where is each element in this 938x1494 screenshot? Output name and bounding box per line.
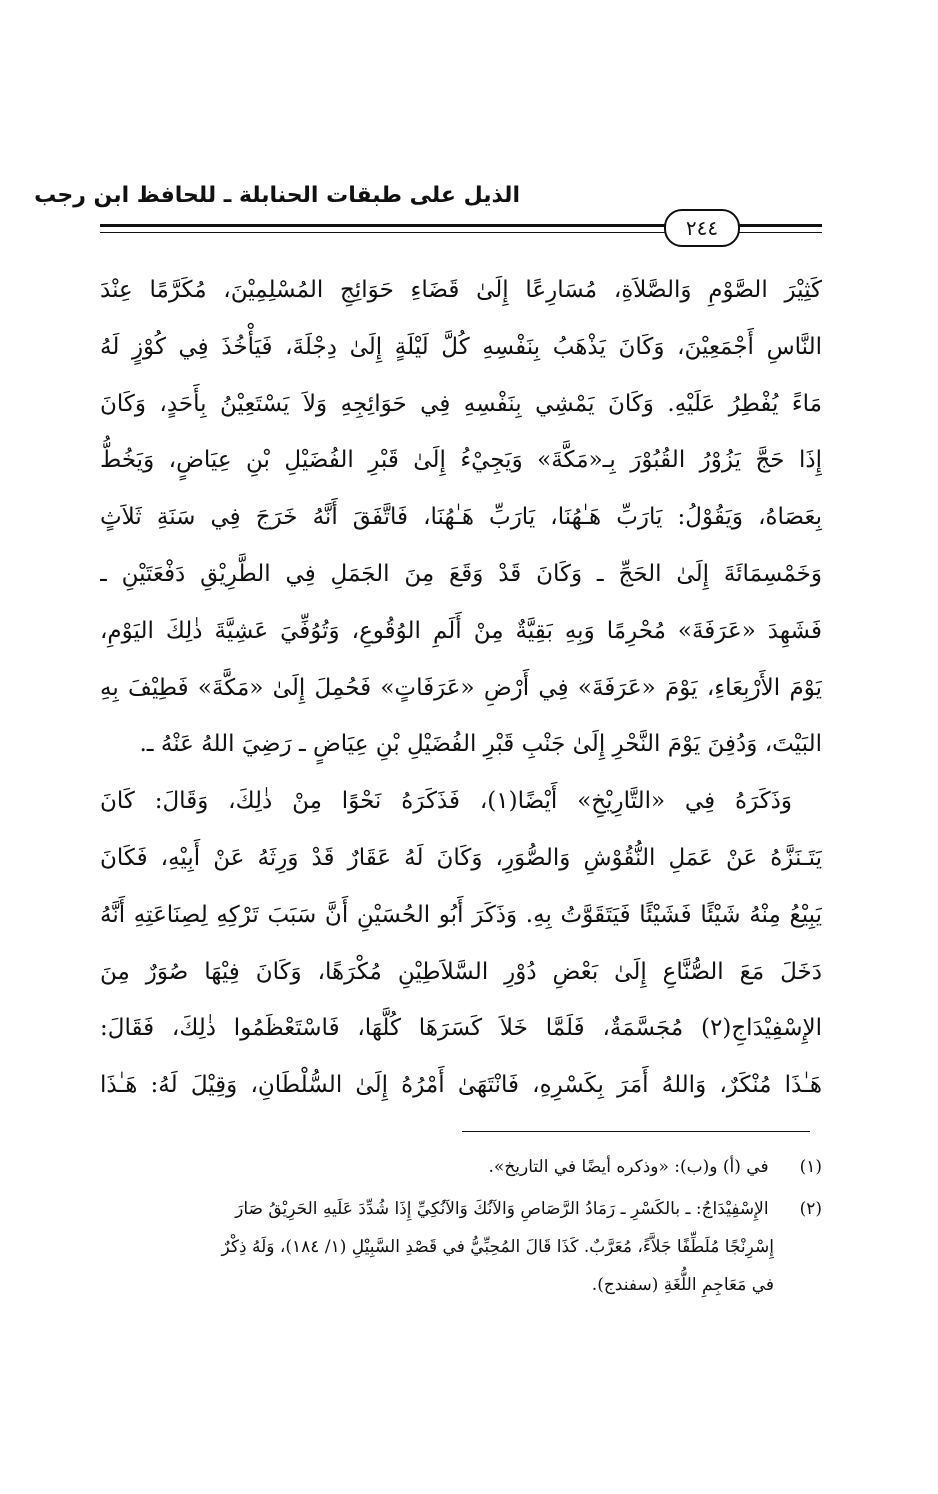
text-line: الإِسْفِيْدَاجِ(٢) مُجَسَّمَةٌ، فَلَمَّا خَلاَ كَسَرَهَا كُلَّهَا، فَاسْتَعْظَمُوا ذٰلِكَ، فَقَالَ:	[100, 1015, 822, 1042]
text-line: يَتَـنَزَّهُ عَنْ عَمَلِ النُّقُوْشِ وَالصُّوَرِ، وَكَانَ لَهُ عَقَارٌ قَدْ وَرِثَهُ عَنْ أَبِيْهِ، فَكَانَ	[100, 844, 822, 871]
text-line: وَذَكَرَهُ فِي «التَّارِيْخِ» أَيْضًا(١)، فَذَكَرَهُ نَحْوًا مِنْ ذٰلِكَ، وَقَالَ: كَانَ	[100, 788, 793, 815]
footnote-1	[100, 1148, 822, 1186]
footnotes	[100, 1148, 822, 1304]
footnote-text: في (أ) و(ب): «وذكره أيضًا في التاريخ».	[488, 1157, 769, 1177]
text-line: هَـٰذَا مُنْكَرٌ، وَاللهُ أَمَرَ بِكَسْرِهِ، فَانْتَهَىٰ أَمْرُهُ إِلَىٰ السُّلْطَانِ، وَقِيْلَ لَهُ: هَـٰذَا	[100, 1072, 822, 1099]
text-line: البَيْتَ، وَدُفِنَ يَوْمَ النَّحْرِ إِلَىٰ جَنْبِ قَبْرِ الفُضَيْلِ بْنِ عِيَاضٍ ـ رَضِيَ اللهُ عَنْهُ ـ.	[139, 731, 822, 758]
page-number-badge: ٢٤٤	[664, 209, 740, 247]
footnote-marker: (١)	[799, 1157, 822, 1177]
text-line: يَوْمَ الأَرْبِعَاءِ، يَوْمَ «عَرَفَةَ» فِي أَرْضِ «عَرَفَاتٍ» فَحُمِلَ إِلَىٰ «مَكَّةَ» فَطِيْفَ بِهِ	[100, 674, 822, 701]
text-line: وَخَمْسِمَائَةَ إِلَىٰ الحَجِّ ـ وَكَانَ قَدْ وَقَعَ مِنَ الجَمَلِ فِي الطَّرِيْقِ دَفْعَتَيْنِ ـ	[100, 560, 822, 587]
footnote-2-continuation: في مَعَاجِمِ اللُّغَةِ (سفندج).	[591, 1275, 774, 1295]
footnote-separator	[462, 1131, 810, 1132]
footnote-text: الإِسْفِيْدَاجُ: ـ بالكَسْرِ ـ رَمَادُ الرَّصَاصِ وَالآنُكَ وَالآنُكِيِّ إِذَا شُدِّدَ عَلَيهِ الحَرِيْقُ صَارَ	[235, 1199, 769, 1219]
text-line: دَخَلَ مَعَ الصُّنَّاعِ إِلَىٰ بَعْضِ دُوْرِ السَّلاَطِيْنِ مُكْرَهًا، وَكَانَ فِيْهَا صُوَرٌ مِنَ	[100, 958, 822, 985]
text-line: كَثِيْرَ الصَّوْمِ وَالصَّلاَةِ، مُسَارِعًا إِلَىٰ قَضَاءِ حَوَائِجِ المُسْلِمِيْنَ، مُكَرَّمًا عِنْدَ	[100, 277, 822, 303]
text-line: فَشَهِدَ «عَرَفَةَ» مُحْرِمًا وَبِهِ بَقِيَّةٌ مِنْ أَلَمِ الوُقُوعِ، وَتُوُفِّيَ عَشِيَّةَ ذٰلِكَ اليَوْمِ،	[100, 617, 822, 644]
text-line: يَبِيْعُ مِنْهُ شَيْئًا فَشَيْئًا فَيَتَقَوَّتُ بِهِ. وَذَكَرَ أَبُو الحُسَيْنِ أَنَّ سَبَبَ تَرْكِهِ لِصِنَاعَتِهِ أَنَّهُ	[100, 901, 822, 928]
text-line: النَّاسِ أَجْمَعِيْنَ، وَكَانَ يَذْهَبُ بِنَفْسِهِ كُلَّ لَيْلَةٍ إِلَىٰ دِجْلَةَ، فَيَأْخُذَ فِي كُوْزٍ لَهُ	[100, 333, 822, 360]
running-title: الذيل على طبقات الحنابلة ـ للحافظ ابن رجب	[34, 183, 520, 208]
body-text	[100, 262, 822, 1114]
footnote-2	[100, 1190, 822, 1228]
text-line: إِذَا حَجَّ يَزُوْرُ القُبُوْرَ بِـ«مَكَّةَ» وَيَجِيْءُ إِلَىٰ قَبْرِ الفُضَيْلِ بْنِ عِيَاضٍ، وَيَخُطُّ	[100, 447, 822, 474]
footnote-marker: (٢)	[799, 1199, 822, 1219]
footnote-2-continuation: إِسْرِنْجًا مُلَطِّفًا جَلاَّءً، مُعَرَّبٌ. كَذَا قَالَ المُحِبِّيُّ في قَصْدِ السَّبِيْلِ (١/ ١٨٤)، وَلَهُ ذِكْرٌ	[221, 1237, 774, 1257]
text-line: بِعَصَاهُ، وَيَقُوْلُ: يَارَبِّ هَـٰهُنَا، يَارَبِّ هَـٰهُنَا، فَاتَّفَقَ أَنَّهُ خَرَجَ فِي سَنَةِ ثَلاَثٍ	[100, 504, 822, 531]
text-line: مَاءً يُفْطِرُ عَلَيْهِ. وَكَانَ يَمْشِي بِنَفْسِهِ فِي حَوَائِجِهِ وَلاَ يَسْتَعِيْنُ بِأَحَدٍ، وَكَانَ	[100, 390, 822, 417]
